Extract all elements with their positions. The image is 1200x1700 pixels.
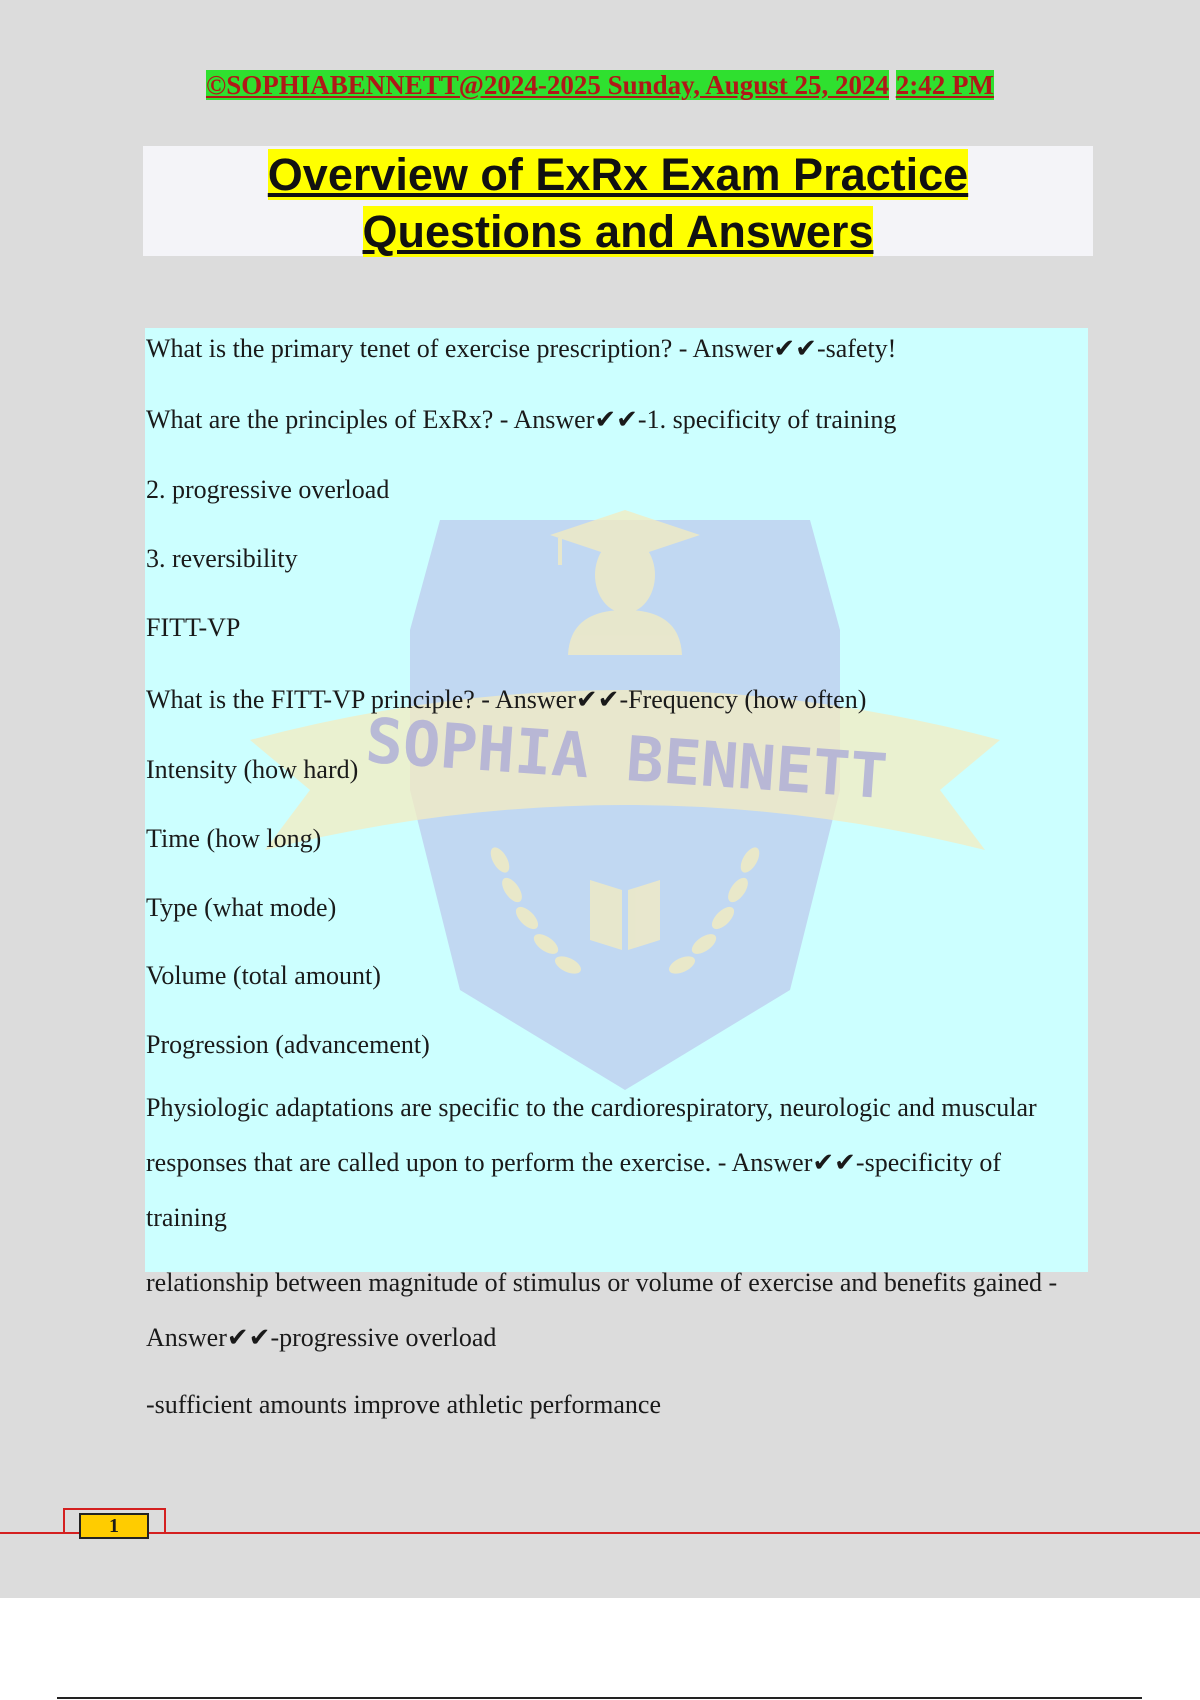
copyright-text: ©SOPHIABENNETT@2024-2025 Sunday, August 25, 2024	[206, 70, 889, 100]
page-footer	[0, 1508, 1200, 1538]
title-box	[143, 146, 1093, 256]
page-title-line-2: Questions and Answers	[362, 206, 874, 257]
watermark-text: SOPHIA BENNETT	[363, 703, 890, 814]
content-line: Time (how long)	[146, 824, 322, 853]
content-line: FITT-VP	[146, 613, 241, 642]
next-page-rule	[57, 1697, 1142, 1699]
qa-content	[146, 325, 1076, 1422]
content-line: What are the principles of ExRx? - Answer✔✔-1. specificity of training	[146, 405, 897, 434]
content-line: What is the FITT-VP principle? - Answer✔✔-Frequency (how often)	[146, 685, 867, 714]
content-line: Intensity (how hard)	[146, 755, 359, 784]
content-line: 2. progressive overload	[146, 475, 390, 504]
content-line: Volume (total amount)	[146, 961, 381, 990]
content-line: 3. reversibility	[146, 544, 298, 573]
content-paragraph: Physiologic adaptations are specific to the cardiorespiratory, neurologic and muscular responses that are called upon to perform the exercise. - Answer✔✔-specificity of training	[146, 1093, 1037, 1232]
copyright-header	[0, 70, 1200, 101]
content-line: What is the primary tenet of exercise prescription? - Answer✔✔-safety!	[146, 334, 897, 363]
page-title-line-1: Overview of ExRx Exam Practice	[267, 149, 969, 200]
footer-rule	[0, 1532, 1200, 1534]
content-line: Progression (advancement)	[146, 1030, 430, 1059]
content-line: -sufficient amounts improve athletic performance	[146, 1390, 661, 1419]
content-line: Type (what mode)	[146, 893, 337, 922]
page-number: 1	[79, 1513, 149, 1539]
header-time: 2:42 PM	[895, 70, 994, 100]
content-paragraph: relationship between magnitude of stimulus or volume of exercise and benefits gained - Answer✔✔-progressive overload	[146, 1268, 1058, 1352]
